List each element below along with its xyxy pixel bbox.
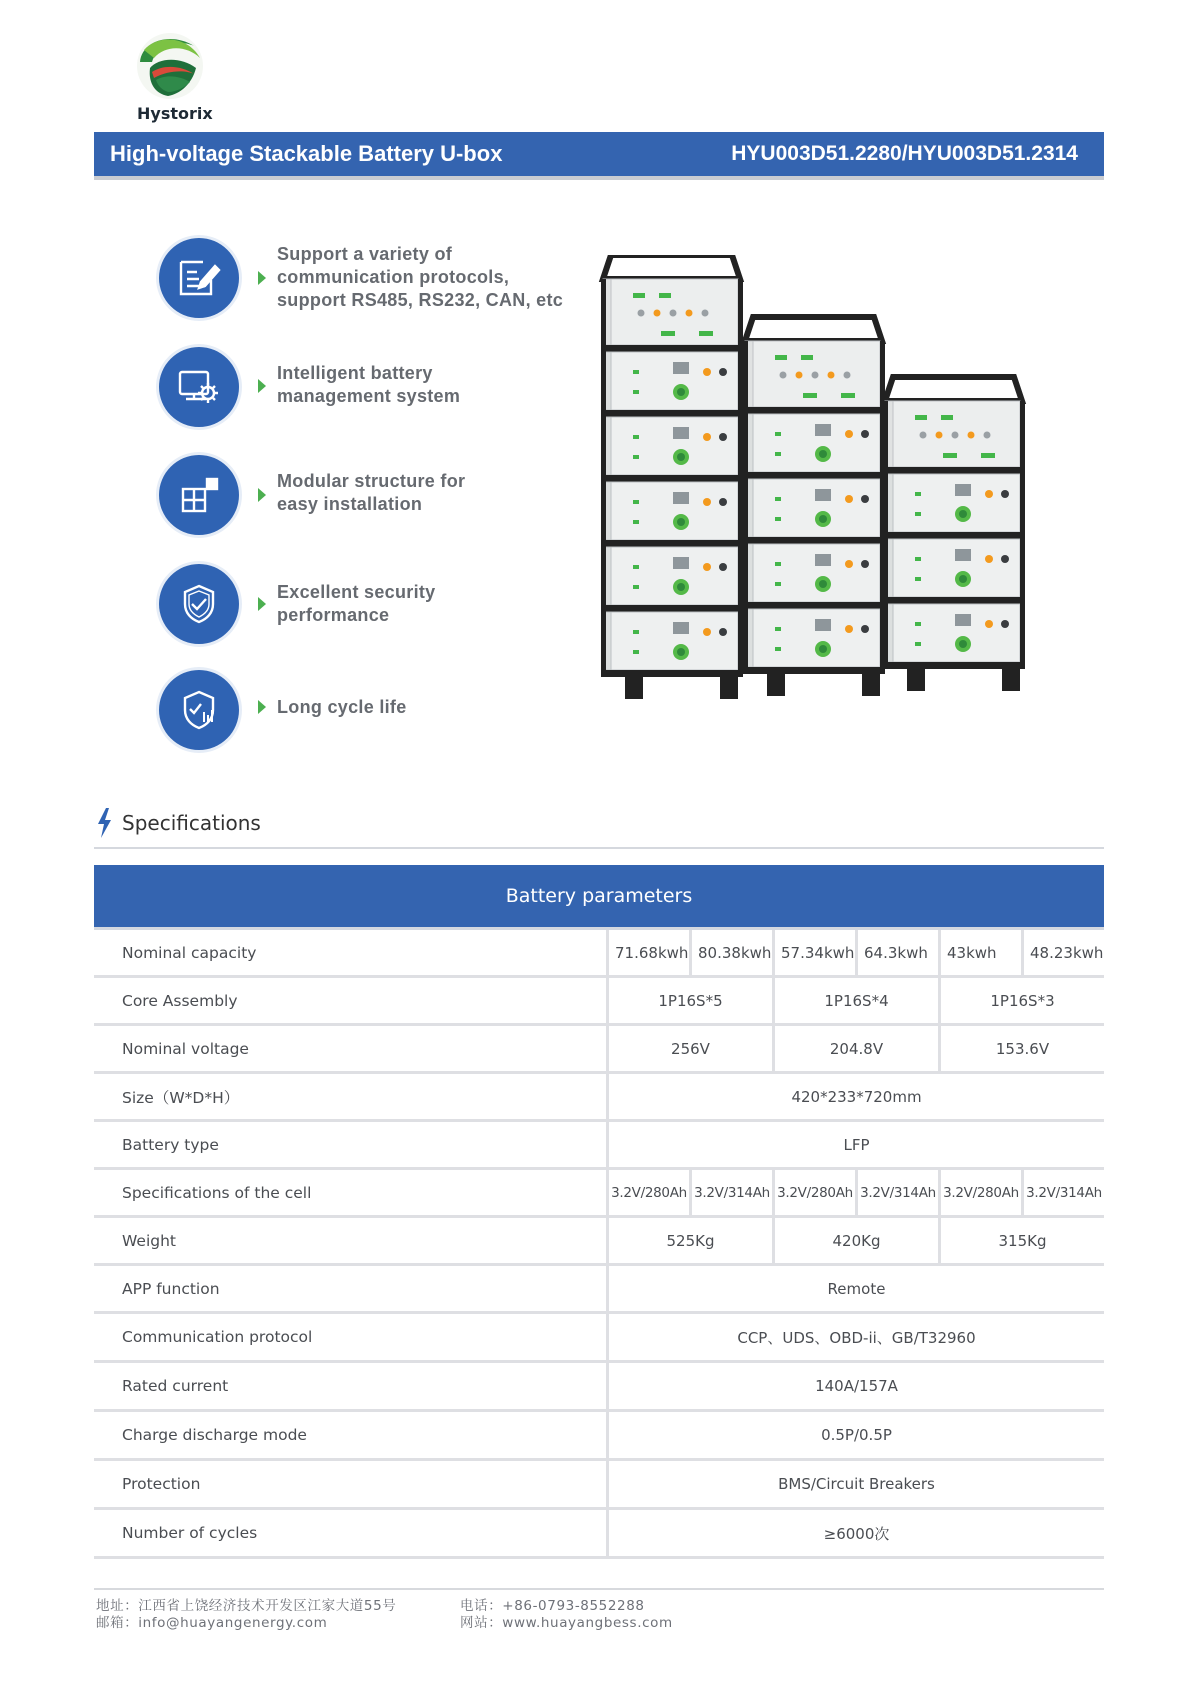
table-cell: 57.34kwh xyxy=(772,930,855,975)
table-row xyxy=(94,1122,1104,1170)
module-fan-hub xyxy=(677,453,685,461)
table-row xyxy=(94,1314,1104,1363)
row-label: Core Assembly xyxy=(122,991,238,1010)
connector xyxy=(812,372,819,379)
feature-text: Modular structure for easy installation xyxy=(277,471,466,514)
module-display xyxy=(955,614,971,626)
module-led xyxy=(633,585,639,589)
row-cells xyxy=(606,1074,1104,1119)
module-display xyxy=(815,424,831,436)
rack-shelf xyxy=(885,467,1022,474)
battery-module xyxy=(753,609,880,667)
battery-module xyxy=(611,417,738,475)
module-terminal xyxy=(703,563,711,571)
module-led xyxy=(915,512,921,516)
row-cells xyxy=(606,1026,1104,1071)
module-terminal xyxy=(861,495,869,503)
battery-module xyxy=(753,414,880,472)
module-display xyxy=(955,484,971,496)
row-label: Size（W*D*H） xyxy=(122,1088,240,1107)
module-terminal xyxy=(703,433,711,441)
indicator xyxy=(915,415,927,420)
module-led xyxy=(915,577,921,581)
module-terminal xyxy=(719,498,727,506)
module-fan-hub xyxy=(959,510,967,518)
module-led xyxy=(633,520,639,524)
module-led xyxy=(633,565,639,569)
module-fan-hub xyxy=(677,648,685,656)
indicator xyxy=(943,453,957,458)
rack-foot xyxy=(907,669,925,691)
table-cell: 525Kg xyxy=(666,1231,715,1250)
module-led xyxy=(915,622,921,626)
bullet-arrow-icon xyxy=(258,488,266,502)
module-fan-hub xyxy=(677,388,685,396)
footer-address: 地址：江西省上饶经济技术开发区江家大道55号 xyxy=(96,1598,397,1614)
table-cell: 43kwh xyxy=(938,930,1021,975)
indicator xyxy=(841,393,855,398)
table-cell: 1P16S*4 xyxy=(772,978,938,1023)
table-row xyxy=(94,1510,1104,1559)
module-terminal xyxy=(861,560,869,568)
section-divider xyxy=(94,847,1104,849)
bullet-arrow-icon xyxy=(258,271,266,285)
module-terminal xyxy=(1001,490,1009,498)
module-display xyxy=(673,427,689,439)
module-terminal xyxy=(985,490,993,498)
table-row xyxy=(94,1412,1104,1461)
table-cell: 3.2V/314Ah xyxy=(689,1170,772,1215)
lightning-icon xyxy=(96,808,112,838)
connector xyxy=(702,310,709,317)
module-display xyxy=(815,619,831,631)
module-led xyxy=(775,432,781,436)
rack-shelf xyxy=(885,597,1022,604)
row-cells xyxy=(606,978,1104,1023)
module-display xyxy=(673,557,689,569)
module-terminal xyxy=(861,625,869,633)
table-cell: Remote xyxy=(827,1279,886,1298)
rack-post xyxy=(738,279,743,677)
connector xyxy=(686,310,693,317)
table-cell: 0.5P/0.5P xyxy=(821,1426,892,1444)
rack-post xyxy=(1020,401,1025,669)
rack-frame xyxy=(885,377,1022,401)
rack-frame xyxy=(745,317,882,341)
rack-shelf xyxy=(885,532,1022,539)
table-row xyxy=(94,978,1104,1026)
table-cell: 420*233*720mm xyxy=(791,1087,922,1106)
module-terminal xyxy=(719,433,727,441)
module-display xyxy=(673,622,689,634)
indicator xyxy=(659,293,671,298)
shield-check-icon xyxy=(159,564,239,644)
table-cell: 71.68kwh xyxy=(615,943,689,962)
module-fan-hub xyxy=(819,450,827,458)
row-cells xyxy=(606,1122,1104,1167)
battery-module xyxy=(753,479,880,537)
module-terminal xyxy=(1001,555,1009,563)
indicator xyxy=(775,355,787,360)
rack-post xyxy=(601,279,606,677)
table-cell: 3.2V/314Ah xyxy=(855,1170,938,1215)
row-cells xyxy=(606,1510,1104,1556)
module-terminal xyxy=(861,430,869,438)
brand-name: Hystorix xyxy=(137,104,213,123)
table-row xyxy=(94,1363,1104,1412)
header-divider xyxy=(94,176,1104,180)
connector xyxy=(670,310,677,317)
table-cell: 153.6V xyxy=(938,1026,1104,1071)
module-terminal xyxy=(845,430,853,438)
module-led xyxy=(633,390,639,394)
row-cells xyxy=(606,1363,1104,1409)
bullet-arrow-icon xyxy=(258,379,266,393)
battery-module xyxy=(753,544,880,602)
battery-module xyxy=(611,482,738,540)
connector xyxy=(936,432,943,439)
specifications-heading: Specifications xyxy=(122,811,261,835)
row-label: Nominal voltage xyxy=(122,1039,249,1058)
feature-text: Support a variety of communication protocols, support RS485, RS232, CAN, etc xyxy=(277,244,564,310)
footer-phone: 电话：+86-0793-8552288 xyxy=(460,1598,645,1614)
connector xyxy=(654,310,661,317)
module-terminal xyxy=(845,625,853,633)
battery-module xyxy=(611,612,738,670)
rack-post xyxy=(883,401,888,669)
indicator xyxy=(699,331,713,336)
module-fan-hub xyxy=(959,575,967,583)
module-terminal xyxy=(719,368,727,376)
table-cell: 3.2V/280Ah xyxy=(938,1170,1021,1215)
module-terminal xyxy=(845,495,853,503)
module-led xyxy=(633,500,639,504)
feature-text: Intelligent battery management system xyxy=(277,363,461,406)
table-row xyxy=(94,1074,1104,1122)
modules-icon xyxy=(159,455,239,535)
module-display xyxy=(815,489,831,501)
indicator xyxy=(981,453,995,458)
table-row xyxy=(94,930,1104,978)
connector xyxy=(796,372,803,379)
table-cell: 64.3kwh xyxy=(855,930,938,975)
table-cell: 3.2V/280Ah xyxy=(772,1170,855,1215)
indicator xyxy=(803,393,817,398)
connector xyxy=(828,372,835,379)
table-cell: LFP xyxy=(843,1135,870,1154)
battery-racks-illustration xyxy=(595,255,1035,725)
table-row xyxy=(94,1461,1104,1510)
module-led xyxy=(775,627,781,631)
table-cell: 140A/157A xyxy=(815,1377,898,1395)
row-cells xyxy=(606,1266,1104,1311)
rack-shelf xyxy=(885,662,1022,669)
row-label: Charge discharge mode xyxy=(122,1426,307,1444)
module-terminal xyxy=(703,628,711,636)
row-cells xyxy=(606,1170,1104,1215)
module-display xyxy=(955,549,971,561)
rack-frame xyxy=(603,255,740,279)
rack-shelf xyxy=(745,602,882,609)
feature-text: Long cycle life xyxy=(277,697,407,717)
table-cell: 48.23kwh xyxy=(1021,930,1104,975)
row-cells xyxy=(606,1314,1104,1360)
rack-shelf xyxy=(603,475,740,482)
table-cell: 256V xyxy=(671,1039,710,1058)
module-fan-hub xyxy=(677,583,685,591)
rack-shelf xyxy=(745,407,882,414)
table-cell: CCP、UDS、OBD-ii、GB/T32960 xyxy=(737,1328,976,1347)
module-led xyxy=(633,435,639,439)
rack-shelf xyxy=(745,472,882,479)
row-label: Protection xyxy=(122,1475,201,1493)
shield-chart-icon xyxy=(159,670,239,750)
row-label: APP function xyxy=(122,1279,220,1298)
table-cell: 1P16S*3 xyxy=(938,978,1104,1023)
module-terminal xyxy=(985,555,993,563)
connector xyxy=(968,432,975,439)
module-fan-hub xyxy=(819,645,827,653)
rack-shelf xyxy=(745,667,882,674)
rack-foot xyxy=(767,674,785,696)
table-cell: 420Kg xyxy=(772,1218,938,1263)
footer-divider xyxy=(94,1588,1104,1590)
table-cell: 204.8V xyxy=(772,1026,938,1071)
row-cells xyxy=(606,1461,1104,1507)
module-display xyxy=(673,362,689,374)
module-led xyxy=(633,455,639,459)
connector xyxy=(920,432,927,439)
row-label: Number of cycles xyxy=(122,1524,258,1542)
table-cell: 1P16S*5 xyxy=(658,991,723,1010)
table-cell: 3.2V/280Ah xyxy=(611,1184,687,1201)
indicator xyxy=(941,415,953,420)
module-fan-hub xyxy=(677,518,685,526)
module-fan-hub xyxy=(959,640,967,648)
module-display xyxy=(815,554,831,566)
connector xyxy=(844,372,851,379)
row-cells xyxy=(606,930,1104,975)
table-row xyxy=(94,1170,1104,1218)
row-label: Nominal capacity xyxy=(122,943,257,962)
module-terminal xyxy=(1001,620,1009,628)
module-terminal xyxy=(703,368,711,376)
connector xyxy=(638,310,645,317)
rack-shelf xyxy=(603,345,740,352)
bullet-arrow-icon xyxy=(258,700,266,714)
module-terminal xyxy=(719,628,727,636)
bullet-arrow-icon xyxy=(258,597,266,611)
table-cell: BMS/Circuit Breakers xyxy=(778,1475,935,1493)
connector xyxy=(780,372,787,379)
indicator xyxy=(633,293,645,298)
module-led xyxy=(915,492,921,496)
module-led xyxy=(633,370,639,374)
table-cell: 3.2V/314Ah xyxy=(1021,1170,1104,1215)
table-title: Battery parameters xyxy=(94,865,1104,930)
footer-email: 邮箱：info@huayangenergy.com xyxy=(96,1615,328,1631)
module-led xyxy=(775,452,781,456)
row-label: Battery type xyxy=(122,1135,219,1154)
row-label: Specifications of the cell xyxy=(122,1183,312,1202)
module-terminal xyxy=(985,620,993,628)
table-cell: 80.38kwh xyxy=(689,930,772,975)
document-edit-icon xyxy=(159,238,239,318)
battery-module xyxy=(611,352,738,410)
rack-shelf xyxy=(603,605,740,612)
connector xyxy=(952,432,959,439)
module-led xyxy=(775,497,781,501)
table-row xyxy=(94,1266,1104,1314)
rack-shelf xyxy=(603,670,740,677)
battery-module xyxy=(893,474,1020,532)
table-cell: ≥6000次 xyxy=(823,1524,890,1543)
row-label: Weight xyxy=(122,1231,177,1250)
rack-post xyxy=(743,341,748,674)
rack-shelf xyxy=(745,537,882,544)
page-title: High-voltage Stackable Battery U-box xyxy=(110,141,503,166)
hystorix-logo-icon xyxy=(132,28,208,102)
battery-module xyxy=(893,539,1020,597)
module-led xyxy=(633,650,639,654)
module-terminal xyxy=(845,560,853,568)
row-label: Rated current xyxy=(122,1377,229,1395)
connector xyxy=(984,432,991,439)
module-led xyxy=(775,562,781,566)
row-cells xyxy=(606,1218,1104,1263)
module-led xyxy=(775,582,781,586)
row-label: Communication protocol xyxy=(122,1328,313,1346)
module-terminal xyxy=(703,498,711,506)
battery-module xyxy=(611,547,738,605)
module-terminal xyxy=(719,563,727,571)
indicator xyxy=(801,355,813,360)
table-cell: 315Kg xyxy=(938,1218,1104,1263)
rack-shelf xyxy=(603,540,740,547)
rack-foot xyxy=(1002,669,1020,691)
module-fan-hub xyxy=(819,580,827,588)
rack-foot xyxy=(862,674,880,696)
table-row xyxy=(94,1218,1104,1266)
indicator xyxy=(661,331,675,336)
module-fan-hub xyxy=(819,515,827,523)
module-led xyxy=(775,517,781,521)
rack-shelf xyxy=(603,410,740,417)
module-led xyxy=(775,647,781,651)
model-number: HYU003D51.2280/HYU003D51.2314 xyxy=(731,142,1078,165)
rack-foot xyxy=(625,677,643,699)
footer-website: 网站：www.huayangbess.com xyxy=(460,1615,673,1631)
module-display xyxy=(673,492,689,504)
table-row xyxy=(94,1026,1104,1074)
monitor-gear-icon xyxy=(159,347,239,427)
battery-module xyxy=(893,604,1020,662)
row-cells xyxy=(606,1412,1104,1458)
module-led xyxy=(633,630,639,634)
module-led xyxy=(915,557,921,561)
rack-foot xyxy=(720,677,738,699)
module-led xyxy=(915,642,921,646)
feature-text: Excellent security performance xyxy=(277,582,436,625)
